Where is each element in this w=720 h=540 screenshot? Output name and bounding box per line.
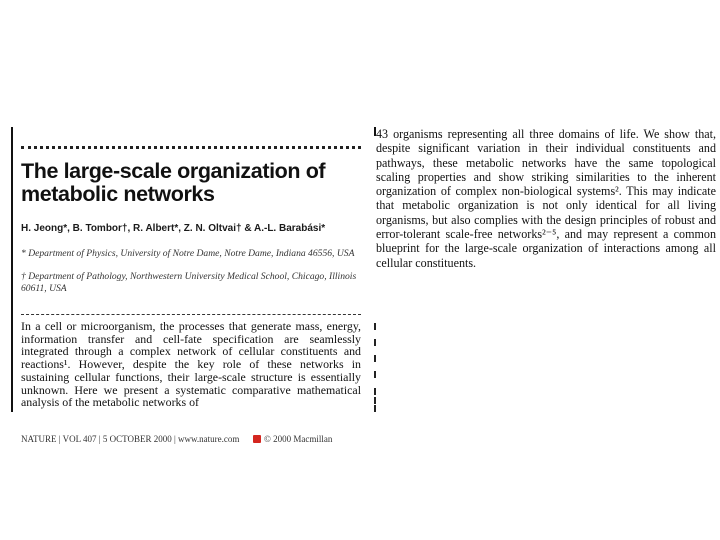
dashed-divider (21, 314, 361, 315)
text-fragment-mark (374, 339, 376, 346)
article-title: The large-scale organization of metabolic networks (21, 159, 326, 206)
text-fragment-mark (374, 355, 376, 362)
abstract-left-column: In a cell or microorganism, the processes that generate mass, energy, information transfer and cell-fate specification are seamlessly integrated through a complex network of cellular constituents and reactions¹. However, despite the key role of these networks in sustaining cellular functions, their large-scale structure is essentially unknown. Here we present a systematic comparative mathematical analysis of the metabolic networks of (21, 319, 361, 410)
journal-citation: NATURE | VOL 407 | 5 OCTOBER 2000 | www.nature.com (21, 434, 240, 444)
text-fragment-mark (374, 397, 376, 404)
text-fragment-mark (374, 405, 376, 412)
abstract-right-column: 43 organisms representing all three domains of life. We show that, despite significant variation in their individual constituents and pathways, these metabolic networks have the same topological scaling properties and show striking similarities to the inherent organization of complex non-biological systems². This may indicate that metabolic organization is not only identical for all living organisms, but also complies with the design principles of robust and error-tolerant scale-free networks²⁻⁵, and may represent a common blueprint for the large-scale organization of interactions among all cellular constituents. (376, 127, 716, 270)
author-list: H. Jeong*, B. Tombor†, R. Albert*, Z. N. Oltvai† & A.-L. Barabási* (21, 223, 326, 234)
publisher-logo-icon (253, 435, 261, 443)
article-left-column (11, 127, 364, 445)
text-fragment-mark (374, 371, 376, 378)
column-edge-rule (11, 127, 13, 412)
affiliation-pathology: † Department of Pathology, Northwestern University Medical School, Chicago, Illinois 60611, USA (21, 271, 357, 294)
article-right-column (374, 127, 720, 417)
copyright-notice: © 2000 Macmillan (264, 434, 333, 444)
affiliation-physics: * Department of Physics, University of Notre Dame, Notre Dame, Indiana 46556, USA (21, 248, 355, 259)
page-footer (21, 432, 364, 445)
dotted-divider (21, 146, 361, 149)
text-fragment-mark (374, 388, 376, 395)
text-fragment-mark (374, 323, 376, 330)
